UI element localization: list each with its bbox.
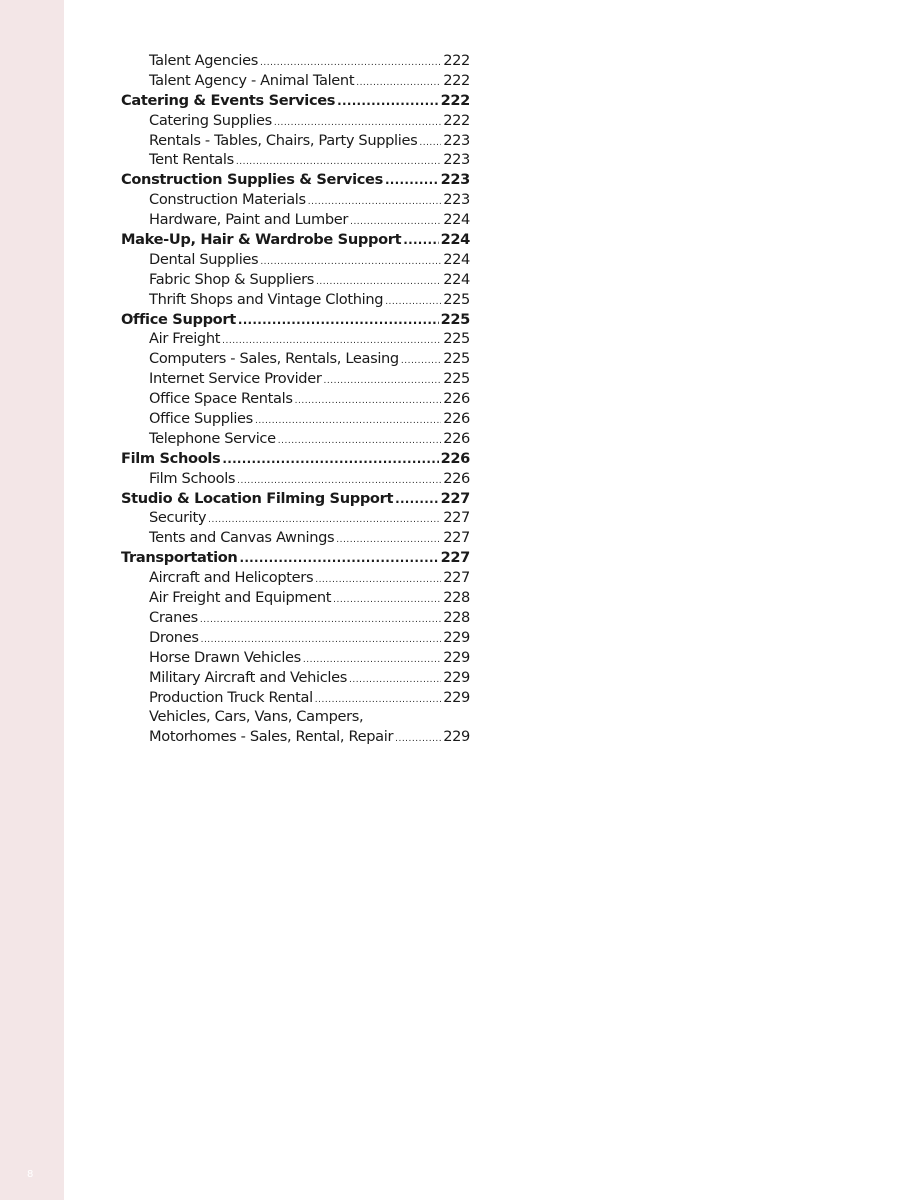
- toc-entry-page: 225: [443, 330, 470, 348]
- toc-entry-page: 225: [443, 370, 470, 388]
- toc-entry-label: Catering Supplies: [149, 111, 272, 129]
- toc-section-heading[interactable]: [121, 548, 470, 568]
- toc-entry-label: Air Freight: [149, 330, 221, 348]
- dot-leader: [222, 450, 438, 470]
- toc-entry[interactable]: [121, 270, 470, 290]
- toc-entry-label: Hardware, Paint and Lumber: [149, 211, 349, 229]
- toc-entry-label: Internet Service Provider: [149, 370, 322, 388]
- toc-entry-label: Film Schools: [149, 469, 236, 487]
- toc-entry[interactable]: [121, 150, 470, 170]
- dot-leader: [403, 231, 438, 251]
- toc-entry-label: Studio & Location Filming Support: [121, 489, 394, 507]
- toc-entry-page: 223: [443, 191, 470, 209]
- toc-entry-page: 225: [440, 310, 470, 328]
- toc-entry[interactable]: [121, 688, 470, 708]
- toc-entry-label: Office Support: [121, 310, 236, 328]
- toc-entry[interactable]: [121, 389, 470, 409]
- toc-entry[interactable]: [121, 329, 470, 349]
- toc-entry[interactable]: [121, 369, 470, 389]
- toc-entry-page: 226: [443, 390, 470, 408]
- toc-entry-page: 228: [443, 608, 470, 626]
- toc-entry-label: Talent Agency - Animal Talent: [149, 71, 355, 89]
- toc-entries: [121, 51, 470, 707]
- toc-entry-page: 229: [443, 728, 470, 746]
- toc-section-heading[interactable]: [121, 91, 470, 111]
- toc-entry-label: Make-Up, Hair & Wardrobe Support: [121, 231, 402, 249]
- dot-leader: [395, 730, 441, 750]
- toc-entry-label: Military Aircraft and Vehicles: [149, 668, 348, 686]
- toc-entry[interactable]: [121, 71, 470, 91]
- toc-entry-label: Talent Agencies: [149, 52, 258, 69]
- dot-leader: [395, 490, 438, 510]
- toc-entry[interactable]: [121, 508, 470, 528]
- toc-entry[interactable]: [121, 349, 470, 369]
- dot-leader: [333, 591, 441, 611]
- toc-entry-label-line1: Vehicles, Cars, Vans, Campers,: [149, 708, 364, 726]
- toc-entry-label: Catering & Events Services: [121, 91, 336, 109]
- toc-entry[interactable]: [121, 190, 470, 210]
- toc-entry[interactable]: [121, 588, 470, 608]
- toc-entry-page: 229: [443, 668, 470, 686]
- dot-leader: [315, 571, 441, 591]
- toc-entry[interactable]: [121, 51, 470, 71]
- toc-entry-page: 227: [440, 489, 470, 507]
- toc-section-heading[interactable]: [121, 170, 470, 190]
- page-number: 8: [27, 1169, 34, 1180]
- toc-entry-page: 227: [443, 529, 470, 547]
- toc-entry-page: 227: [440, 549, 470, 567]
- toc-entry-label: Transportation: [121, 549, 238, 567]
- toc-entry-page: 228: [443, 589, 470, 607]
- toc-entry-label: Fabric Shop & Suppliers: [149, 270, 315, 288]
- toc-entry-label: Air Freight and Equipment: [149, 589, 332, 607]
- toc-entry-page: 229: [443, 648, 470, 666]
- toc-entry-page: 227: [443, 509, 470, 527]
- dot-leader: [238, 311, 439, 331]
- dot-leader: [295, 392, 442, 412]
- toc-entry-label: Rentals - Tables, Chairs, Party Supplies: [149, 131, 418, 149]
- toc-entry[interactable]: [121, 648, 470, 668]
- toc-entry-page: 226: [443, 410, 470, 428]
- toc-entry-page: 224: [440, 231, 470, 249]
- dot-leader: [255, 412, 441, 432]
- toc-entry-label: Dental Supplies: [149, 250, 259, 268]
- toc-entry-label: Telephone Service: [149, 429, 276, 447]
- toc-entry-label: Construction Supplies & Services: [121, 171, 383, 189]
- toc-entry-label: Tent Rentals: [149, 151, 234, 169]
- toc-entry[interactable]: [121, 668, 470, 688]
- toc-entry-page: 226: [443, 469, 470, 487]
- toc-entry-page: 225: [443, 350, 470, 368]
- toc-entry-label: Drones: [149, 628, 199, 646]
- toc-section-heading[interactable]: [121, 310, 470, 330]
- toc-entry-page: 229: [443, 628, 470, 646]
- toc-entry-page: 227: [443, 569, 470, 587]
- toc-entry-label: Office Space Rentals: [149, 390, 293, 408]
- toc-entry-label: Construction Materials: [149, 191, 306, 209]
- toc-section-heading[interactable]: [121, 489, 470, 509]
- toc-entry[interactable]: [121, 290, 470, 310]
- toc-entry-label: Production Truck Rental: [149, 688, 313, 706]
- toc-entry-page: 229: [443, 688, 470, 706]
- toc-entry-page: 225: [443, 290, 470, 308]
- toc-entry-label: Thrift Shops and Vintage Clothing: [149, 290, 384, 308]
- toc-entry[interactable]: [121, 568, 470, 588]
- dot-leader: [200, 611, 441, 631]
- dot-leader: [324, 372, 442, 392]
- toc-entry-label: Computers - Sales, Rentals, Leasing: [149, 350, 399, 368]
- toc-entry[interactable]: [121, 250, 470, 270]
- toc-entry-page: 226: [443, 429, 470, 447]
- toc-entry-label: Cranes: [149, 608, 198, 626]
- toc-section-heading[interactable]: [121, 230, 470, 250]
- dot-leader: [337, 92, 438, 112]
- toc-entry-label: Film Schools: [121, 449, 221, 467]
- toc-entry-label: Security: [149, 509, 207, 527]
- toc-entry-page: 222: [443, 52, 470, 69]
- toc-entry-page: 224: [443, 270, 470, 288]
- toc-entry[interactable]: [121, 111, 470, 131]
- toc-entry-label: Office Supplies: [149, 410, 253, 428]
- toc-entry-page: 222: [440, 91, 470, 109]
- toc-entry[interactable]: [121, 210, 470, 230]
- toc-entry-label: Motorhomes - Sales, Rental, Repair: [149, 728, 394, 746]
- toc-entry-page: 222: [443, 111, 470, 129]
- toc-entry-label: Tents and Canvas Awnings: [149, 529, 335, 547]
- toc-entry-page: 223: [443, 151, 470, 169]
- toc-entry-label: Aircraft and Helicopters: [149, 569, 314, 587]
- toc-entry-page: 222: [443, 71, 470, 89]
- toc-entry[interactable]: [121, 429, 470, 449]
- toc-entry[interactable]: [121, 608, 470, 628]
- toc-entry-page: 224: [443, 211, 470, 229]
- dot-leader: [239, 549, 438, 569]
- toc-section-heading[interactable]: [121, 449, 470, 469]
- toc-entry[interactable]: [121, 628, 470, 648]
- dot-leader: [401, 352, 441, 372]
- toc-entry-label: Horse Drawn Vehicles: [149, 648, 301, 666]
- dot-leader: [349, 671, 441, 691]
- dot-leader: [419, 134, 441, 154]
- toc-entry-page: 224: [443, 250, 470, 268]
- toc-entry[interactable]: [121, 528, 470, 548]
- table-of-contents: [121, 51, 470, 747]
- sidebar-strip: [0, 0, 64, 1200]
- toc-entry-multiline[interactable]: [121, 707, 470, 747]
- toc-entry: [121, 727, 470, 747]
- dot-leader: [385, 171, 439, 191]
- toc-entry-page: 223: [440, 171, 470, 189]
- toc-entry[interactable]: [121, 409, 470, 429]
- toc-entry-page: 223: [443, 131, 470, 149]
- toc-entry[interactable]: [121, 469, 470, 489]
- toc-entry-page: 226: [440, 449, 470, 467]
